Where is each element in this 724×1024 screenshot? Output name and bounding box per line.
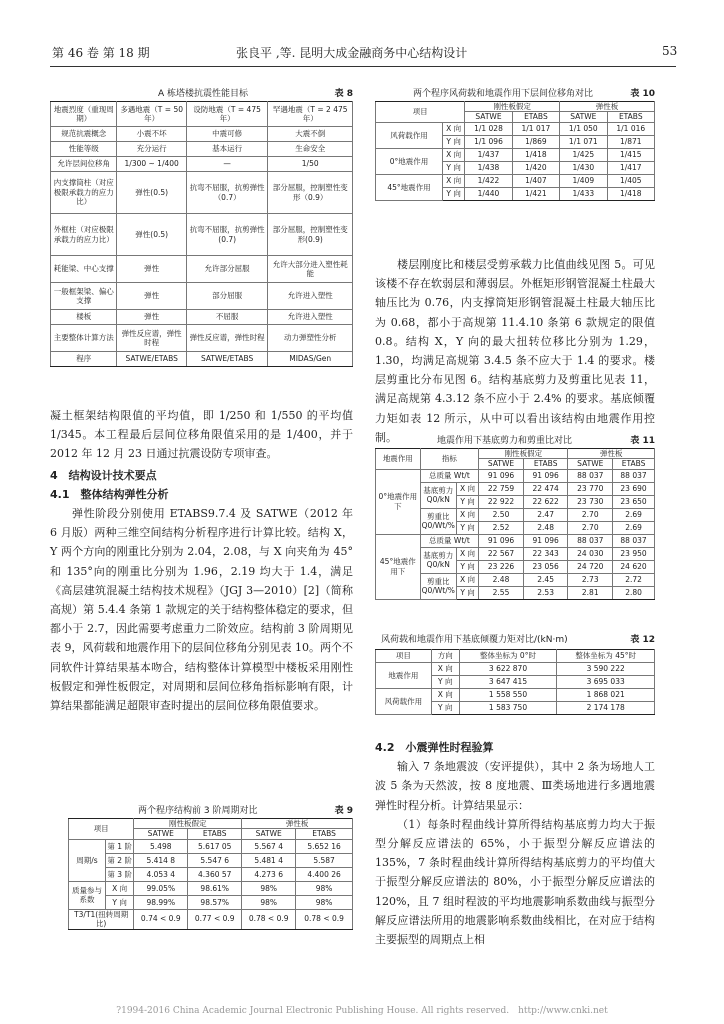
column-header: ETABS — [296, 829, 353, 839]
column-header: 弹性板 — [242, 819, 353, 829]
table-cell: 0.78 < 0.9 — [296, 909, 353, 929]
section-heading-4-1: 4.1 整体结构弹性分析 — [50, 487, 169, 501]
table-cell: 允许大部分进入塑性耗能 — [268, 256, 353, 283]
table-cell: 一般框架梁、偏心支撑 — [51, 283, 117, 310]
table-row — [51, 214, 353, 256]
table-cell: 91 096 — [523, 534, 568, 547]
table-cell: 1/50 — [268, 157, 353, 172]
table-row — [376, 174, 655, 187]
column-header: 刚性板假定 — [465, 102, 560, 112]
table-row — [51, 142, 353, 157]
table-cell: 外框柱（对应极限承载力的应力比） — [51, 214, 117, 256]
table-cell: 1/1 050 — [560, 122, 607, 135]
table-cell: 2.70 — [568, 508, 613, 521]
table-cell: 2.45 — [523, 573, 568, 586]
table-cell: 允许进入塑性 — [268, 283, 353, 310]
table12 — [375, 649, 655, 715]
table-cell: — — [186, 157, 268, 172]
table-cell: 弹性(0.5) — [117, 214, 186, 256]
table-row — [69, 819, 353, 829]
column-header: 刚性板假定 — [134, 819, 242, 829]
table-cell: 23 770 — [568, 482, 613, 495]
paragraph: 凝土框架结构限值的平均值，即 1/250 和 1/550 的平均值 1/345。本工程最后层间位移角限值采用的是 1/400，并于 2012 年 12 月 23 日通过抗震设防专项审查。 — [50, 409, 353, 461]
column-header: 地震作用 — [376, 449, 421, 470]
column-header: 项目 — [376, 650, 432, 663]
column-header: SATWE — [560, 112, 607, 122]
table-row — [51, 325, 353, 352]
page-number: 53 — [662, 44, 678, 58]
table-cell: 中震可修 — [186, 127, 268, 142]
table-cell: 98% — [296, 895, 353, 909]
table-cell: Y 向 — [456, 586, 478, 599]
table-cell: 规范抗震概念 — [51, 127, 117, 142]
section-heading-4: 4 结构设计技术要点 — [50, 468, 157, 482]
table-cell: 2.81 — [568, 586, 613, 599]
table-cell: 1/415 — [607, 148, 654, 161]
table-cell: 主要整体计算方法 — [51, 325, 117, 352]
table-cell: 弹性(0.5) — [117, 172, 186, 214]
table-cell: 5.567 4 — [242, 839, 296, 853]
table-cell: 23 226 — [479, 560, 524, 573]
row-header: 剪重比 Q0/Wt/% — [420, 573, 456, 599]
table-cell: 2.69 — [613, 508, 655, 521]
column-header: 多遇地震（T = 50 年） — [117, 102, 186, 127]
table-cell: 91 096 — [479, 469, 524, 482]
table-cell: 4.360 57 — [188, 867, 242, 881]
table-cell: X 向 — [105, 881, 133, 895]
table-cell: 小震不坏 — [117, 127, 186, 142]
table10 — [375, 101, 655, 201]
table-cell: 24 720 — [568, 560, 613, 573]
row-header: 基底剪力 Q0/kN — [420, 482, 456, 508]
table-cell: 88 037 — [613, 469, 655, 482]
row-header: 45°地震作用下 — [376, 534, 421, 599]
table-cell: 5.498 — [134, 839, 188, 853]
table-cell: 2.70 — [568, 521, 613, 534]
table-cell: X 向 — [456, 547, 478, 560]
table-cell: 2.72 — [613, 573, 655, 586]
table-cell: 23 056 — [523, 560, 568, 573]
journal-volume: 第 46 卷 第 18 期 — [52, 46, 150, 60]
table-cell: Y 向 — [105, 895, 133, 909]
table-cell: 生命安全 — [268, 142, 353, 157]
table-cell: 1/422 — [465, 174, 512, 187]
table-cell: 1/425 — [560, 148, 607, 161]
table-cell: 91 096 — [479, 534, 524, 547]
column-header: SATWE — [242, 829, 296, 839]
column-header: 设防地震（T = 475 年） — [186, 102, 268, 127]
column-header: 整体坐标为 45°时 — [557, 650, 655, 663]
table-cell: 部分屈服，控制塑性变形（0.9） — [268, 172, 353, 214]
table-row — [51, 352, 353, 367]
column-header: SATWE — [479, 459, 524, 469]
table-cell: SATWE/ETABS — [117, 352, 186, 367]
table9 — [68, 818, 353, 930]
table-cell: 22 567 — [479, 547, 524, 560]
table-cell: X 向 — [431, 663, 459, 676]
table-cell: 98.61% — [188, 881, 242, 895]
table-cell: 91 096 — [523, 469, 568, 482]
table-cell: 程序 — [51, 352, 117, 367]
column-header: SATWE — [568, 459, 613, 469]
column-header: 地震烈度（重现周期） — [51, 102, 117, 127]
table-cell: 动力弹塑性分析 — [268, 325, 353, 352]
table-cell: 5.587 — [296, 853, 353, 867]
table-cell: 4.400 26 — [296, 867, 353, 881]
column-header: 项目 — [376, 102, 465, 123]
table-cell: 第 3 阶 — [105, 867, 133, 881]
table-cell: 0.78 < 0.9 — [242, 909, 296, 929]
table-cell: 2.48 — [479, 573, 524, 586]
table-cell: 4.053 4 — [134, 867, 188, 881]
table-row — [51, 256, 353, 283]
column-header: 项目 — [69, 819, 134, 840]
right-body-2 — [375, 738, 655, 949]
paragraph: （1）每条时程曲线计算所得结构基底剪力均大于振型分解反应谱法的 65%，小于振型分解反应谱法的 135%，7 条时程曲线计算所得结构基底剪力的平均值大于振型分解反应谱法的 80%，小于振型分解反应谱法的 120%，且 7 组时程波的平均地震影响系数曲线与振型分解反应谱法所用的地震影响系数曲线相比，在对应于结构主要振型的周期点上相 — [375, 817, 655, 947]
table-cell: 1/871 — [607, 135, 654, 148]
table-cell: 弹性反应谱，弹性时程 — [117, 325, 186, 352]
table-cell: 1/433 — [560, 187, 607, 200]
table-cell: Y 向 — [456, 495, 478, 508]
table-cell: 2.80 — [613, 586, 655, 599]
row-header: 地震作用 — [376, 663, 432, 689]
row-header: 基底剪力 Q0/kN — [420, 547, 456, 573]
table-cell: 23 730 — [568, 495, 613, 508]
row-header: 风荷载作用 — [376, 122, 443, 148]
table-cell: Y 向 — [431, 702, 459, 715]
table-row — [69, 853, 353, 867]
table-cell: 4.273 6 — [242, 867, 296, 881]
paragraph: 弹性阶段分别使用 ETABS9.7.4 及 SATWE（2012 年 6 月版）两种三维空间结构分析程序进行计算比较。结构 X，Y 两个方向的刚重比分别为 2.04，2.08，与 X 向夹角为 45°和 135°向的刚重比分别为 1.96，2.19 均大于 1.4，满足《高层建筑混凝土结构技术规程》（JGJ 3—2010）[2]（简称高规）第 5.4.4 条第 1 款规定的关于结构整体稳定的要求，但都小于 2.7，因此需要考虑重力二阶效应。结构前 3 阶周期见表 9，风荷载和地震作用下的层间位移角分别见表 10。两个不同软件计算结果基本吻合，结构整体计算模型中楼板采用刚性板假定和弹性板假定，对周期和层间位移角指标影响有限，计算结果都能满足超限审查时提出的层间位移角限值要求。 — [50, 507, 353, 713]
table-cell: X 向 — [442, 174, 464, 187]
table-cell: 88 037 — [568, 534, 613, 547]
table-cell: X 向 — [431, 689, 459, 702]
header-rule — [50, 66, 676, 67]
table-cell: 1/418 — [607, 187, 654, 200]
column-header: SATWE — [465, 112, 512, 122]
table-cell: 弹性 — [117, 283, 186, 310]
table-cell: 2.53 — [523, 586, 568, 599]
table-cell: 1/417 — [607, 161, 654, 174]
table-cell: 1/300 ~ 1/400 — [117, 157, 186, 172]
table-cell: SATWE/ETABS — [186, 352, 268, 367]
column-header: 弹性板 — [568, 449, 655, 459]
table-row — [376, 663, 655, 676]
table-cell: 1/418 — [512, 148, 559, 161]
table-cell: 98% — [296, 881, 353, 895]
table-cell: 1/1 096 — [465, 135, 512, 148]
table-cell: 1/409 — [560, 174, 607, 187]
table-cell: 99.05% — [134, 881, 188, 895]
row-header: 总质量 Wt/t — [420, 469, 479, 482]
table-cell: X 向 — [456, 573, 478, 586]
row-header: 剪重比 Q0/Wt/% — [420, 508, 456, 534]
column-header: 刚性板假定 — [479, 449, 568, 459]
table-cell: 第 2 阶 — [105, 853, 133, 867]
table-cell: 2.73 — [568, 573, 613, 586]
row-header: 质量参与系数 — [69, 881, 106, 909]
row-header: 总质量 Wt/t — [420, 534, 479, 547]
table-cell: 5.617 05 — [188, 839, 242, 853]
table-cell: 22 622 — [523, 495, 568, 508]
table-cell: 98% — [242, 881, 296, 895]
table-cell: 允许层间位移角 — [51, 157, 117, 172]
table-cell: 1/407 — [512, 174, 559, 187]
table-cell: 0.74 < 0.9 — [134, 909, 188, 929]
row-header: 0°地震作用下 — [376, 469, 421, 534]
table-cell: 88 037 — [568, 469, 613, 482]
table-cell: 大震不倒 — [268, 127, 353, 142]
table-row — [51, 127, 353, 142]
table-cell: 楼板 — [51, 310, 117, 325]
table-row — [51, 283, 353, 310]
table-cell: X 向 — [456, 508, 478, 521]
table-row — [376, 689, 655, 702]
table-cell: 抗弯不屈服，抗剪弹性(0.7) — [186, 214, 268, 256]
table-cell: Y 向 — [456, 521, 478, 534]
table-cell: 基本运行 — [186, 142, 268, 157]
table-cell: 部分屈服 — [186, 283, 268, 310]
table-cell: 22 759 — [479, 482, 524, 495]
column-header: SATWE — [134, 829, 188, 839]
table-cell: 98.99% — [134, 895, 188, 909]
table-row — [376, 102, 655, 112]
table-cell: 23 950 — [613, 547, 655, 560]
row-header: 周期/s — [69, 839, 106, 881]
table-cell: 2.48 — [523, 521, 568, 534]
column-header: 指标 — [420, 449, 479, 470]
table-cell: X 向 — [456, 482, 478, 495]
table-cell: X 向 — [442, 148, 464, 161]
column-header: 方向 — [431, 650, 459, 663]
table-cell: 24 030 — [568, 547, 613, 560]
table-cell: 抗弯不屈服，抗剪弹性（0.7） — [186, 172, 268, 214]
running-title: 张良平 ,等. 昆明大成金融商务中心结构设计 — [236, 46, 468, 60]
table-cell: 1/1 017 — [512, 122, 559, 135]
table-cell: 性能等级 — [51, 142, 117, 157]
table-cell: Y 向 — [442, 161, 464, 174]
table-cell: 1/420 — [512, 161, 559, 174]
table-cell: 24 620 — [613, 560, 655, 573]
table-cell: 1 583 750 — [459, 702, 557, 715]
table-cell: 第 1 阶 — [105, 839, 133, 853]
table-row — [376, 469, 655, 482]
table-cell: 22 922 — [479, 495, 524, 508]
table-cell: 1/1 071 — [560, 135, 607, 148]
table-cell: 1/421 — [512, 187, 559, 200]
table-row — [69, 867, 353, 881]
table-cell: Y 向 — [456, 560, 478, 573]
table-row — [376, 650, 655, 663]
column-header: ETABS — [512, 112, 559, 122]
table-cell: 23 690 — [613, 482, 655, 495]
row-header: 风荷载作用 — [376, 689, 432, 715]
table-cell: 允许部分屈服 — [186, 256, 268, 283]
table-cell: 98.57% — [188, 895, 242, 909]
table-row — [376, 449, 655, 459]
column-header: 罕遇地震（T = 2 475 年） — [268, 102, 353, 127]
table-row — [51, 172, 353, 214]
table-cell: 88 037 — [613, 534, 655, 547]
column-header: 整体坐标为 0°时 — [459, 650, 557, 663]
table-cell: Y 向 — [442, 187, 464, 200]
copyright-footer: ?1994-2016 China Academic Journal Electronic Publishing House. All rights reserved. http://www.cnki.net — [116, 1006, 608, 1016]
table-cell: 1/437 — [465, 148, 512, 161]
table8 — [50, 101, 353, 367]
table-row — [376, 534, 655, 547]
table-cell: 5.652 16 — [296, 839, 353, 853]
table-row — [376, 122, 655, 135]
column-header: ETABS — [607, 112, 654, 122]
table-cell: 98% — [242, 895, 296, 909]
table-cell: 耗能梁、中心支撑 — [51, 256, 117, 283]
table-cell: 22 474 — [523, 482, 568, 495]
table-cell: 不屈服 — [186, 310, 268, 325]
table-cell: 内支撑筒柱（对应极限承载力的应力比） — [51, 172, 117, 214]
table-cell: 1/869 — [512, 135, 559, 148]
table-cell: 2.52 — [479, 521, 524, 534]
table-cell: X 向 — [442, 122, 464, 135]
table-row — [51, 310, 353, 325]
table-cell: 2.69 — [613, 521, 655, 534]
table-cell: 2 174 178 — [557, 702, 655, 715]
table-cell: Y 向 — [431, 676, 459, 689]
table-row — [69, 881, 353, 895]
table-cell: Y 向 — [442, 135, 464, 148]
row-header: 45°地震作用 — [376, 174, 443, 200]
table-cell: 23 650 — [613, 495, 655, 508]
column-header: 弹性板 — [560, 102, 655, 112]
right-body — [375, 255, 655, 447]
table-cell: 1/1 028 — [465, 122, 512, 135]
table-cell: 3 647 415 — [459, 676, 557, 689]
table-cell: 弹性反应谱，弹性时程 — [186, 325, 268, 352]
table-cell: 弹性 — [117, 256, 186, 283]
section-heading-4-2: 4.2 小震弹性时程验算 — [375, 741, 494, 754]
table-cell: 2.47 — [523, 508, 568, 521]
table-cell: 1 558 550 — [459, 689, 557, 702]
table-cell: 22 343 — [523, 547, 568, 560]
column-header: ETABS — [188, 829, 242, 839]
table-cell: 5.481 4 — [242, 853, 296, 867]
table-cell: 允许进入塑性 — [268, 310, 353, 325]
table-row — [69, 909, 353, 929]
table-cell: 1/430 — [560, 161, 607, 174]
table-cell: 0.77 < 0.9 — [188, 909, 242, 929]
table-row — [69, 839, 353, 853]
table-cell: 2.55 — [479, 586, 524, 599]
row-header: 0°地震作用 — [376, 148, 443, 174]
table-row — [51, 102, 353, 127]
table-cell: 充分运行 — [117, 142, 186, 157]
table-cell: MIDAS/Gen — [268, 352, 353, 367]
table-row — [51, 157, 353, 172]
table-cell: 5.547 6 — [188, 853, 242, 867]
table-cell: 部分屈服，控制塑性变形(0.9) — [268, 214, 353, 256]
paragraph: 输入 7 条地震波（安评提供），其中 2 条为场地人工波 5 条为天然波，按 8 度地震、Ⅲ类场地进行多遇地震弹性时程分析。计算结果显示： — [375, 760, 655, 812]
paragraph: 楼层刚度比和楼层受剪承载力比值曲线见图 5。可见该楼不存在软弱层和薄弱层。外框矩形钢管混凝土柱最大轴压比为 0.76，内支撑筒矩形钢管混凝土柱最大轴压比为 0.68，都小于高规第 11.4.10 条第 6 款规定的限值 0.8。结构 X，Y 向的最大扭转位移比分别为 1.29，1.30，均满足高规第 3.4.5 条不应大于 1.4 的要求。楼层剪重比分布见图 6。结构基底剪力及剪重比见表 11，满足高规第 4.3.12 条不应小于 2.4% 的要求。基底倾覆力矩如表 12 所示，从中可以看出该结构由地震作用控制。 — [375, 258, 655, 444]
row-header: T3/T1(扭转周期比) — [69, 909, 134, 929]
table-cell: 3 622 870 — [459, 663, 557, 676]
table-cell: 1/438 — [465, 161, 512, 174]
table-cell: 1/440 — [465, 187, 512, 200]
table-cell: 3 695 033 — [557, 676, 655, 689]
table11 — [375, 448, 655, 600]
column-header: ETABS — [523, 459, 568, 469]
table-row — [69, 895, 353, 909]
table-cell: 3 590 222 — [557, 663, 655, 676]
left-body — [50, 406, 353, 715]
table-cell: 1/1 016 — [607, 122, 654, 135]
column-header: ETABS — [613, 459, 655, 469]
table-row — [376, 148, 655, 161]
table-cell: 5.414 8 — [134, 853, 188, 867]
table-cell: 1/405 — [607, 174, 654, 187]
table-cell: 1 868 021 — [557, 689, 655, 702]
table-cell: 弹性 — [117, 310, 186, 325]
table-cell: 2.50 — [479, 508, 524, 521]
